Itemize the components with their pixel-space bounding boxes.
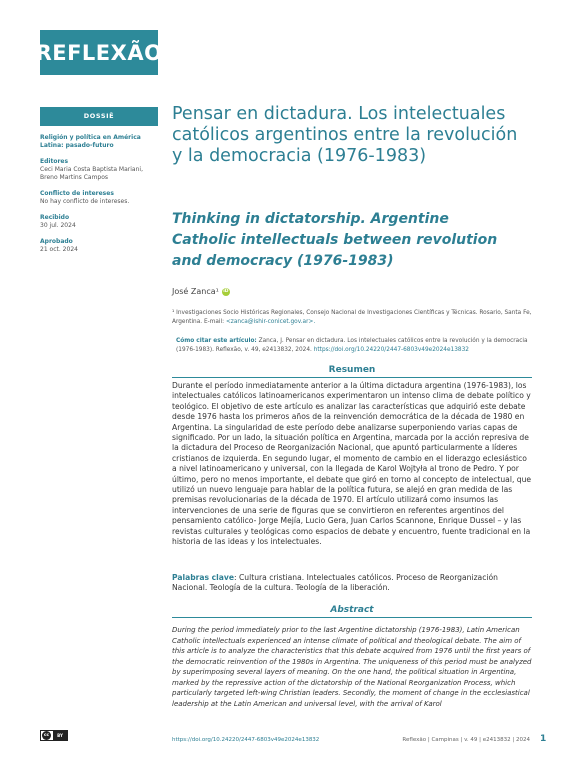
journal-logo: REFLEXÃO: [40, 30, 158, 75]
received-value: 30 jul. 2024: [40, 222, 76, 229]
footer-doi-link[interactable]: https://doi.org/10.24220/2447-6803v49e2024e13832: [172, 737, 320, 743]
citation-doi-link[interactable]: https://doi.org/10.24220/2447-6803v49e2024e13832: [313, 347, 469, 353]
cc-by-icon: BY: [53, 731, 67, 740]
received-info: [40, 214, 158, 230]
section-badge: DOSSIÊ: [40, 107, 158, 126]
keywords-text: : Cultura cristiana. Intelectuales católicos. Proceso de Reorganización Nacional. Teología de la cultura. Teología de la liberación.: [172, 573, 498, 593]
conflict-label: Conflicto de intereses: [40, 190, 114, 197]
article-title: Pensar en dictadura. Los intelectuales católicos argentinos entre la revolución y la democracia (1976-1983): [172, 104, 518, 166]
footer-journal-info: Reflexão | Campinas | v. 49 | e2413832 | 2024: [402, 737, 530, 743]
author-affiliation: [172, 309, 532, 327]
page-number: 1: [540, 734, 547, 744]
editors-info: [40, 158, 158, 182]
cc-license-badge[interactable]: [40, 730, 68, 741]
approved-value: 21 oct. 2024: [40, 246, 78, 253]
resumen-text: Durante el período inmediatamente anterior a la última dictadura argentina (1976-1983), los intelectuales católicos latinoamericanos experimentaron un intenso clima de debate político y teológico. El objetivo de este artículo es analizar las características que adquirió este debate desde 1976 hasta los primeros años de la reinvención democrática de la década de 1980 en Argentina. La singularidad de este período debe analizarse superponiendo varias capas de significado. Por un lado, la situación política en Argentina, marcada por la acción represiva de la dictadura del Proceso de Reorganización Nacional, que apuntó particularmente a líderes cristianos de izquierda. En segundo lugar, el momento de cambio en el liderazgo eclesiástico a nivel latinoamericano y universal, con la llegada de Karol Wojtyła al trono de Pedro. Y por último, pero no menos importante, el debate que giró en torno al concepto de intelectual, que utilizó un nuevo lenguaje para hablar de la política futura, se alejó en gran medida de las premisas revolucionarias de la década de 1970. El artículo utilizará como insumos las intervenciones de una serie de figuras que se convirtieron en referentes argentinos del pensamiento católico- Jorge Mejía, Lucio Gera, Juan Carlos Scannone, Enrique Dussel – y las revistas culturales y teológicas como espacios de debate y encuentro, fuente tradicional en la historia de las ideas y los intelectuales.: [172, 381, 532, 547]
abstract-text: During the period immediately prior to the last Argentine dictatorship (1976-1983), Latin American Catholic intellectuals experienced an intense climate of political and theological debate. The aim of this article is to analyze the characteristics that this debate acquired from 1976 until the first years of the democratic reinvention of the 1980s in Argentina. The uniqueness of this period must be analyzed by superimposing several layers of meaning. On the one hand, the political situation in Argentina, marked by the repressive action of the dictatorship of the National Reorganization Process, which particularly targeted left-wing Christian leaders. Secondly, the moment of change in the ecclesiastical leadership at the Latin American and universal level, with the arrival of Karol: [172, 626, 532, 708]
keywords-label: Palabras clave: [172, 573, 235, 582]
editors-value: Ceci Maria Costa Baptista Mariani, Breno Martins Campos: [40, 166, 143, 181]
approved-info: [40, 238, 158, 254]
conflict-info: [40, 190, 158, 206]
citation-label: Cómo citar este artículo:: [176, 338, 257, 344]
resumen-heading: Resumen: [172, 365, 532, 378]
article-subtitle: Thinking in dictatorship. Argentine Catholic intellectuals between revolution and democracy (1976-1983): [172, 211, 498, 269]
editors-label: Editores: [40, 158, 69, 165]
citation-block: [176, 337, 532, 355]
keywords-line: [172, 573, 532, 594]
orcid-icon[interactable]: iD: [223, 288, 229, 294]
author-name: José Zanca¹: [172, 287, 219, 296]
received-label: Recibido: [40, 214, 70, 221]
abstract-heading: Abstract: [172, 605, 532, 618]
article-sidebar: [40, 107, 158, 254]
author-email-link[interactable]: <zanca@ishir-conicet.gov.ar>.: [225, 319, 316, 325]
approved-label: Aprobado: [40, 238, 73, 245]
author-line: [172, 287, 230, 296]
affiliation-text: ¹ Investigaciones Socio Históricas Regionales, Consejo Nacional de Investigaciones Científicas y Técnicas. Rosario, Santa Fe, Argentina. E-mail:: [172, 310, 532, 325]
cc-icon: cc: [43, 733, 50, 738]
dossier-title: Religión y política en América Latina: pasado-futuro: [40, 134, 141, 149]
dossier-info: [40, 134, 158, 150]
citation-text: Zanca, J. Pensar en dictadura. Los intelectuales católicos entre la revolución y la democracia (1976-1983). Reflexão, v. 49, e2413832, 2024.: [176, 338, 528, 353]
conflict-value: No hay conflicto de intereses.: [40, 198, 130, 205]
